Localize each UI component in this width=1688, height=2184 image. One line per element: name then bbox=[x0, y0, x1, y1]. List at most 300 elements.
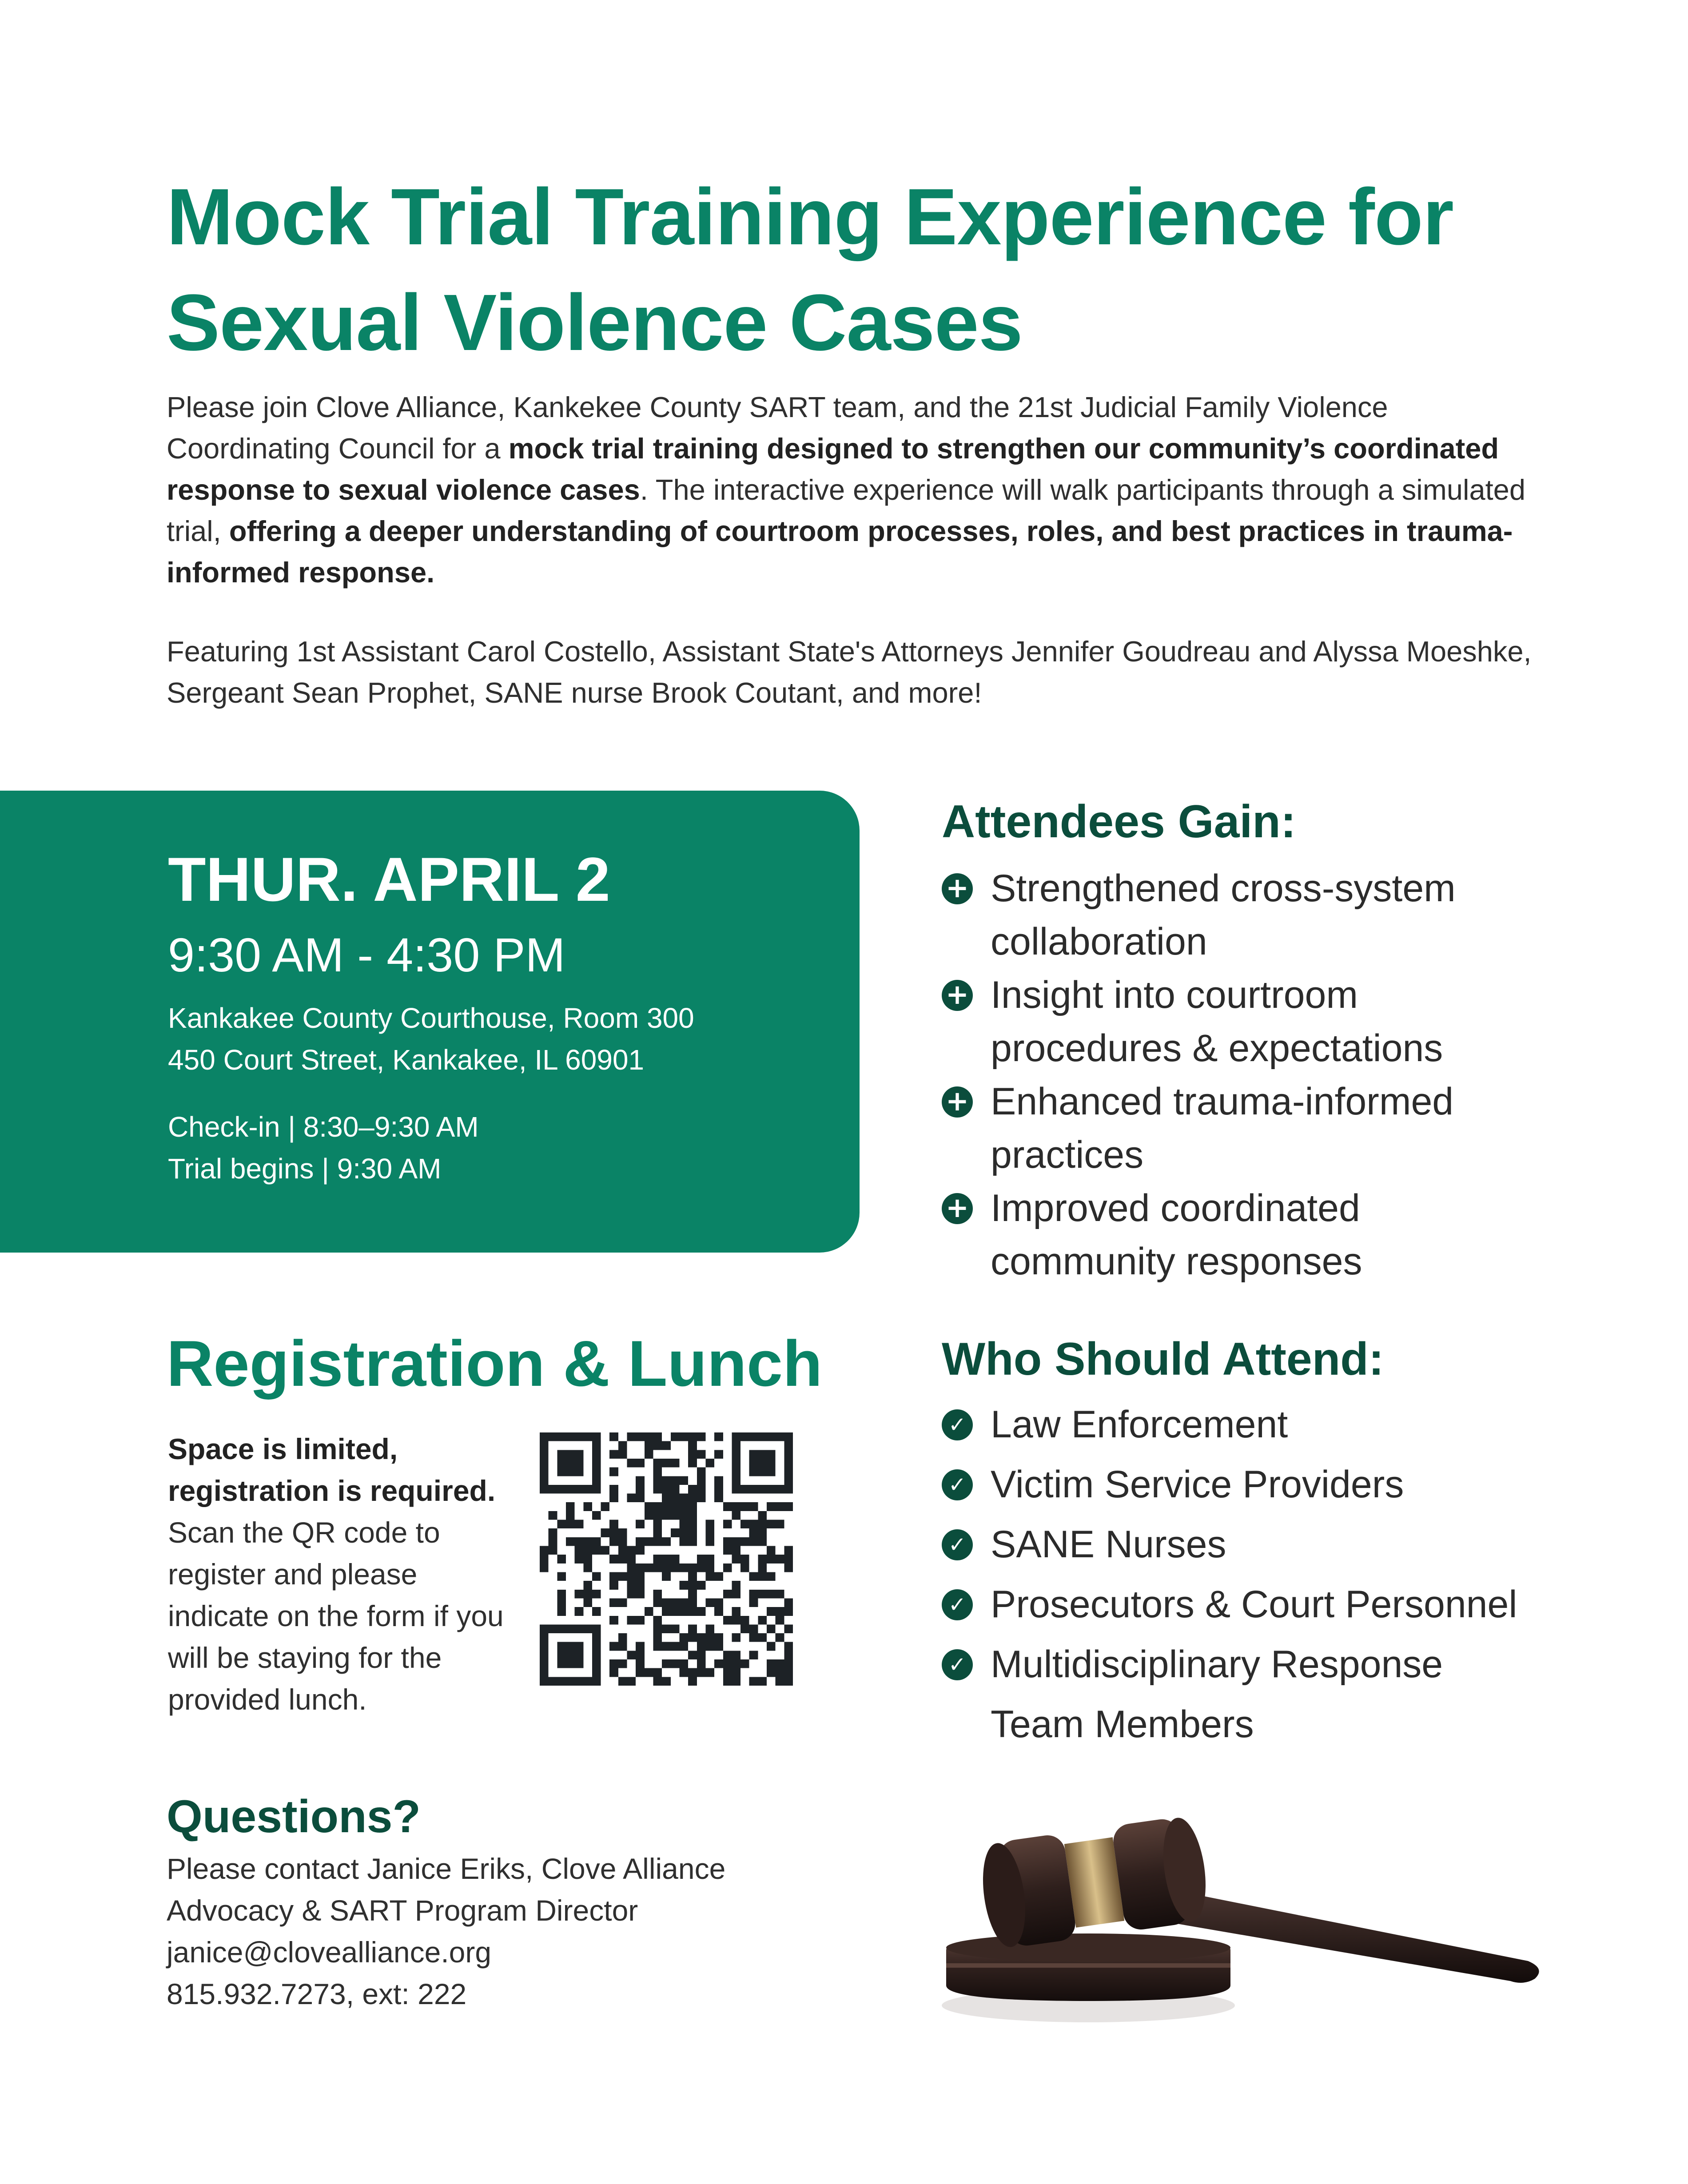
qr-module bbox=[566, 1642, 575, 1651]
qr-module bbox=[575, 1555, 584, 1563]
qr-module bbox=[671, 1528, 680, 1537]
qr-module bbox=[679, 1659, 688, 1668]
qr-module bbox=[575, 1642, 584, 1651]
qr-module bbox=[592, 1476, 601, 1485]
qr-module bbox=[749, 1633, 758, 1642]
qr-module bbox=[671, 1659, 680, 1668]
qr-module bbox=[740, 1485, 749, 1494]
qr-module bbox=[618, 1572, 627, 1581]
attendees-gain-heading: Attendees Gain: bbox=[942, 796, 1296, 847]
contact-line-1: Please contact Janice Eriks, Clove Alliance bbox=[167, 1852, 726, 1885]
qr-module bbox=[592, 1590, 601, 1599]
qr-module bbox=[662, 1476, 671, 1485]
qr-module bbox=[592, 1659, 601, 1668]
qr-module bbox=[697, 1555, 706, 1563]
qr-module bbox=[557, 1598, 566, 1607]
qr-module bbox=[645, 1511, 653, 1520]
contact-line-2: Advocacy & SART Program Director bbox=[167, 1894, 638, 1927]
qr-module bbox=[662, 1511, 671, 1520]
qr-module bbox=[688, 1432, 697, 1441]
qr-module bbox=[732, 1450, 740, 1459]
qr-module bbox=[636, 1485, 645, 1494]
qr-module bbox=[784, 1476, 793, 1485]
qr-module bbox=[749, 1459, 758, 1468]
qr-module bbox=[723, 1520, 732, 1529]
qr-module bbox=[575, 1432, 584, 1441]
qr-module bbox=[609, 1450, 618, 1459]
qr-module bbox=[697, 1668, 706, 1677]
qr-module bbox=[767, 1659, 776, 1668]
qr-module bbox=[723, 1590, 732, 1599]
qr-module bbox=[758, 1485, 767, 1494]
qr-module bbox=[636, 1668, 645, 1677]
qr-module bbox=[776, 1590, 784, 1599]
qr-module bbox=[732, 1668, 740, 1677]
qr-module bbox=[688, 1581, 697, 1590]
qr-module bbox=[705, 1624, 714, 1633]
qr-module bbox=[671, 1502, 680, 1511]
qr-module bbox=[714, 1642, 723, 1651]
qr-module bbox=[540, 1677, 549, 1686]
qr-module bbox=[697, 1494, 706, 1503]
qr-module bbox=[776, 1607, 784, 1616]
qr-module bbox=[662, 1563, 671, 1572]
qr-module bbox=[592, 1468, 601, 1476]
qr-module bbox=[636, 1572, 645, 1581]
qr-module bbox=[758, 1511, 767, 1520]
qr-module bbox=[767, 1432, 776, 1441]
qr-module bbox=[662, 1659, 671, 1668]
qr-module bbox=[688, 1441, 697, 1450]
qr-module bbox=[540, 1642, 549, 1651]
qr-module bbox=[705, 1528, 714, 1537]
qr-module bbox=[784, 1555, 793, 1563]
qr-module bbox=[653, 1563, 662, 1572]
qr-module bbox=[592, 1624, 601, 1633]
qr-module bbox=[671, 1607, 680, 1616]
qr-module bbox=[758, 1459, 767, 1468]
qr-module bbox=[566, 1459, 575, 1468]
qr-module bbox=[609, 1659, 618, 1668]
qr-module bbox=[662, 1537, 671, 1546]
qr-module bbox=[653, 1476, 662, 1485]
list-item: + Insight into courtroom procedures & expectations bbox=[942, 968, 1555, 1075]
qr-module bbox=[740, 1537, 749, 1546]
qr-module bbox=[653, 1537, 662, 1546]
qr-module bbox=[540, 1659, 549, 1668]
qr-module bbox=[688, 1598, 697, 1607]
qr-module bbox=[749, 1537, 758, 1546]
qr-module bbox=[784, 1563, 793, 1572]
qr-module bbox=[776, 1432, 784, 1441]
qr-module bbox=[688, 1607, 697, 1616]
qr-module bbox=[636, 1459, 645, 1468]
qr-module bbox=[609, 1668, 618, 1677]
qr-module bbox=[618, 1598, 627, 1607]
qr-module bbox=[540, 1546, 549, 1555]
qr-module bbox=[740, 1659, 749, 1668]
qr-module bbox=[662, 1677, 671, 1686]
qr-module bbox=[636, 1590, 645, 1599]
qr-module bbox=[723, 1677, 732, 1686]
qr-module bbox=[767, 1555, 776, 1563]
qr-module bbox=[671, 1511, 680, 1520]
qr-module bbox=[583, 1432, 592, 1441]
qr-module bbox=[732, 1651, 740, 1659]
qr-module bbox=[609, 1528, 618, 1537]
qr-module bbox=[636, 1563, 645, 1572]
qr-module bbox=[784, 1607, 793, 1616]
qr-module bbox=[662, 1441, 671, 1450]
qr-module bbox=[636, 1616, 645, 1625]
plus-circle-icon: + bbox=[942, 980, 973, 1011]
qr-module bbox=[697, 1633, 706, 1642]
qr-module bbox=[784, 1659, 793, 1668]
qr-module bbox=[592, 1432, 601, 1441]
qr-module bbox=[566, 1659, 575, 1668]
qr-module bbox=[653, 1555, 662, 1563]
qr-module bbox=[749, 1502, 758, 1511]
qr-module bbox=[723, 1659, 732, 1668]
qr-module bbox=[540, 1633, 549, 1642]
qr-module bbox=[697, 1642, 706, 1651]
qr-module bbox=[653, 1668, 662, 1677]
qr-module bbox=[549, 1677, 557, 1686]
qr-module bbox=[688, 1520, 697, 1529]
registration-required: registration is required. bbox=[168, 1474, 496, 1507]
qr-module bbox=[583, 1555, 592, 1563]
qr-module bbox=[776, 1616, 784, 1625]
qr-module bbox=[636, 1581, 645, 1590]
event-location bbox=[168, 997, 694, 1081]
qr-module bbox=[592, 1511, 601, 1520]
qr-module bbox=[749, 1598, 758, 1607]
qr-module bbox=[688, 1511, 697, 1520]
intro-paragraph: Please join Clove Alliance, Kankekee County SART team, and the 21st Judicial Family Violence Coordinating Council for a mock trial training designed to strengthen our community’s coordinated response to sexual violence cases. The interactive experience will walk participants through a simulated trial, offering a deeper understanding of courtroom processes, roles, and best practices in trauma-informed response. bbox=[167, 391, 1525, 589]
qr-module bbox=[749, 1572, 758, 1581]
qr-module bbox=[705, 1555, 714, 1563]
qr-module bbox=[784, 1485, 793, 1494]
qr-module bbox=[618, 1528, 627, 1537]
qr-module bbox=[679, 1642, 688, 1651]
qr-module bbox=[557, 1642, 566, 1651]
page-title: Mock Trial Training Experience for Sexual Violence Cases bbox=[167, 172, 1453, 367]
qr-module bbox=[732, 1659, 740, 1668]
qr-module bbox=[784, 1459, 793, 1468]
qr-module bbox=[705, 1642, 714, 1651]
qr-module bbox=[662, 1494, 671, 1503]
qr-module bbox=[671, 1642, 680, 1651]
qr-module bbox=[705, 1537, 714, 1546]
qr-module bbox=[627, 1572, 636, 1581]
qr-module bbox=[653, 1633, 662, 1642]
qr-module bbox=[549, 1624, 557, 1633]
event-time: 9:30 AM - 4:30 PM bbox=[168, 928, 565, 982]
qr-module bbox=[566, 1432, 575, 1441]
qr-module bbox=[679, 1511, 688, 1520]
qr-module bbox=[575, 1537, 584, 1546]
qr-module bbox=[627, 1546, 636, 1555]
plus-circle-icon: + bbox=[942, 1193, 973, 1224]
qr-module bbox=[575, 1607, 584, 1616]
attendees-gain-list bbox=[942, 862, 1555, 1288]
qr-module bbox=[540, 1485, 549, 1494]
qr-module bbox=[758, 1450, 767, 1459]
qr-module bbox=[592, 1537, 601, 1546]
qr-module bbox=[679, 1563, 688, 1572]
qr-module bbox=[636, 1651, 645, 1659]
contact-phone[interactable]: 815.932.7273, ext: 222 bbox=[167, 1977, 467, 2010]
qr-module bbox=[653, 1642, 662, 1651]
qr-module bbox=[767, 1590, 776, 1599]
qr-module bbox=[575, 1624, 584, 1633]
qr-module bbox=[575, 1590, 584, 1599]
qr-module bbox=[609, 1642, 618, 1651]
qr-module bbox=[776, 1520, 784, 1529]
qr-module bbox=[662, 1642, 671, 1651]
qr-module bbox=[557, 1459, 566, 1468]
qr-module bbox=[732, 1633, 740, 1642]
qr-module bbox=[679, 1581, 688, 1590]
qr-module bbox=[732, 1555, 740, 1563]
plus-circle-icon: + bbox=[942, 1086, 973, 1118]
qr-module bbox=[618, 1555, 627, 1563]
qr-module bbox=[679, 1502, 688, 1511]
qr-module bbox=[688, 1494, 697, 1503]
qr-module bbox=[767, 1546, 776, 1555]
qr-module bbox=[679, 1633, 688, 1642]
who-should-attend-list bbox=[942, 1395, 1608, 1754]
qr-module bbox=[566, 1450, 575, 1459]
qr-module bbox=[566, 1677, 575, 1686]
qr-module bbox=[618, 1677, 627, 1686]
qr-module bbox=[723, 1537, 732, 1546]
qr-module bbox=[714, 1432, 723, 1441]
qr-module bbox=[688, 1502, 697, 1511]
qr-module bbox=[557, 1590, 566, 1599]
qr-module bbox=[784, 1651, 793, 1659]
qr-module bbox=[592, 1546, 601, 1555]
qr-module bbox=[636, 1546, 645, 1555]
qr-module bbox=[688, 1633, 697, 1642]
qr-module bbox=[653, 1616, 662, 1625]
qr-module bbox=[592, 1668, 601, 1677]
qr-module bbox=[688, 1537, 697, 1546]
qr-module bbox=[671, 1563, 680, 1572]
qr-module bbox=[618, 1633, 627, 1642]
qr-module bbox=[653, 1677, 662, 1686]
qr-module bbox=[688, 1677, 697, 1686]
qr-module bbox=[714, 1572, 723, 1581]
qr-module bbox=[688, 1450, 697, 1459]
qr-module bbox=[566, 1624, 575, 1633]
qr-module bbox=[592, 1459, 601, 1468]
qr-module bbox=[583, 1624, 592, 1633]
qr-module bbox=[784, 1668, 793, 1677]
qr-module bbox=[557, 1468, 566, 1476]
qr-module bbox=[688, 1651, 697, 1659]
qr-module bbox=[627, 1432, 636, 1441]
qr-module bbox=[609, 1581, 618, 1590]
qr-module bbox=[618, 1546, 627, 1555]
qr-module bbox=[714, 1607, 723, 1616]
qr-module bbox=[609, 1485, 618, 1494]
qr-module bbox=[758, 1563, 767, 1572]
qr-module bbox=[758, 1468, 767, 1476]
plus-circle-icon: + bbox=[942, 873, 973, 904]
qr-module bbox=[653, 1590, 662, 1599]
qr-module bbox=[776, 1633, 784, 1642]
qr-module bbox=[557, 1555, 566, 1563]
qr-module bbox=[784, 1432, 793, 1441]
qr-module bbox=[758, 1555, 767, 1563]
qr-module bbox=[627, 1581, 636, 1590]
qr-module bbox=[749, 1590, 758, 1599]
qr-module bbox=[592, 1485, 601, 1494]
qr-module bbox=[784, 1677, 793, 1686]
qr-module bbox=[767, 1607, 776, 1616]
qr-module bbox=[557, 1572, 566, 1581]
qr-module bbox=[776, 1555, 784, 1563]
list-item: ✓ Victim Service Providers bbox=[942, 1455, 1608, 1515]
qr-module bbox=[767, 1468, 776, 1476]
qr-module bbox=[767, 1450, 776, 1459]
qr-module bbox=[740, 1624, 749, 1633]
qr-module bbox=[627, 1616, 636, 1625]
qr-module bbox=[679, 1494, 688, 1503]
check-circle-icon: ✓ bbox=[942, 1469, 973, 1500]
qr-module bbox=[645, 1441, 653, 1450]
qr-module bbox=[549, 1485, 557, 1494]
qr-module bbox=[784, 1441, 793, 1450]
qr-module bbox=[601, 1528, 610, 1537]
check-circle-icon: ✓ bbox=[942, 1649, 973, 1680]
qr-module bbox=[723, 1546, 732, 1555]
qr-module bbox=[601, 1546, 610, 1555]
qr-module bbox=[645, 1450, 653, 1459]
qr-module bbox=[653, 1502, 662, 1511]
qr-module bbox=[749, 1450, 758, 1459]
qr-module bbox=[583, 1502, 592, 1511]
qr-module bbox=[557, 1485, 566, 1494]
qr-module bbox=[723, 1616, 732, 1625]
qr-module bbox=[679, 1476, 688, 1485]
qr-module bbox=[575, 1546, 584, 1555]
checkin-time: Check-in | 8:30–9:30 AM bbox=[168, 1111, 479, 1143]
qr-module bbox=[549, 1511, 557, 1520]
qr-module bbox=[705, 1563, 714, 1572]
qr-module bbox=[758, 1432, 767, 1441]
registration-instructions: Scan the QR code to register and please indicate on the form if you will be staying for the provided lunch. bbox=[168, 1516, 504, 1716]
qr-module bbox=[653, 1441, 662, 1450]
qr-module bbox=[540, 1624, 549, 1633]
qr-module bbox=[767, 1485, 776, 1494]
qr-module bbox=[732, 1459, 740, 1468]
qr-module bbox=[583, 1581, 592, 1590]
registration-heading: Registration & Lunch bbox=[167, 1327, 823, 1400]
qr-module bbox=[688, 1624, 697, 1633]
qr-module bbox=[758, 1520, 767, 1529]
qr-module bbox=[636, 1659, 645, 1668]
qr-module bbox=[549, 1537, 557, 1546]
qr-module bbox=[592, 1642, 601, 1651]
featuring-paragraph: Featuring 1st Assistant Carol Costello, Assistant State's Attorneys Jennifer Goudreau and Alyssa Moeshke, Sergeant Sean Prophet, SANE nurse Brook Coutant, and more! bbox=[167, 635, 1532, 709]
qr-module bbox=[723, 1563, 732, 1572]
qr-module bbox=[618, 1450, 627, 1459]
qr-module bbox=[732, 1616, 740, 1625]
qr-module bbox=[583, 1590, 592, 1599]
qr-module bbox=[697, 1450, 706, 1459]
qr-module bbox=[723, 1668, 732, 1677]
check-circle-icon: ✓ bbox=[942, 1409, 973, 1440]
qr-module bbox=[723, 1651, 732, 1659]
qr-module bbox=[645, 1563, 653, 1572]
qr-module bbox=[583, 1485, 592, 1494]
qr-module bbox=[767, 1624, 776, 1633]
qr-module bbox=[679, 1668, 688, 1677]
qr-module bbox=[662, 1607, 671, 1616]
qr-module bbox=[749, 1651, 758, 1659]
qr-module bbox=[758, 1572, 767, 1581]
qr-module bbox=[776, 1659, 784, 1668]
qr-module bbox=[609, 1468, 618, 1476]
qr-module bbox=[653, 1468, 662, 1476]
qr-module bbox=[679, 1537, 688, 1546]
qr-module bbox=[575, 1651, 584, 1659]
contact-email[interactable]: janice@clovealliance.org bbox=[167, 1936, 492, 1969]
qr-module bbox=[697, 1659, 706, 1668]
qr-module bbox=[592, 1450, 601, 1459]
qr-module bbox=[566, 1511, 575, 1520]
qr-module bbox=[557, 1651, 566, 1659]
qr-module bbox=[645, 1502, 653, 1511]
qr-module bbox=[671, 1624, 680, 1633]
qr-module bbox=[784, 1598, 793, 1607]
qr-module bbox=[575, 1450, 584, 1459]
trial-begins-time: Trial begins | 9:30 AM bbox=[168, 1153, 442, 1185]
qr-module bbox=[697, 1485, 706, 1494]
qr-module bbox=[566, 1520, 575, 1529]
qr-module bbox=[540, 1563, 549, 1572]
qr-module bbox=[705, 1598, 714, 1607]
check-circle-icon: ✓ bbox=[942, 1529, 973, 1560]
qr-module bbox=[740, 1563, 749, 1572]
qr-module bbox=[627, 1555, 636, 1563]
qr-module bbox=[627, 1651, 636, 1659]
qr-module bbox=[618, 1441, 627, 1450]
qr-module bbox=[705, 1520, 714, 1529]
contact-info bbox=[167, 1848, 833, 2015]
qr-module bbox=[784, 1546, 793, 1555]
qr-module bbox=[618, 1659, 627, 1668]
qr-module bbox=[583, 1537, 592, 1546]
qr-module bbox=[679, 1432, 688, 1441]
registration-qr-code[interactable] bbox=[540, 1432, 793, 1686]
list-item: ✓ SANE Nurses bbox=[942, 1515, 1608, 1575]
qr-module bbox=[671, 1432, 680, 1441]
qr-module bbox=[767, 1520, 776, 1529]
qr-module bbox=[732, 1502, 740, 1511]
qr-module bbox=[627, 1563, 636, 1572]
qr-module bbox=[540, 1450, 549, 1459]
qr-module bbox=[645, 1432, 653, 1441]
qr-module bbox=[557, 1607, 566, 1616]
qr-module bbox=[645, 1537, 653, 1546]
qr-module bbox=[645, 1607, 653, 1616]
qr-module bbox=[749, 1624, 758, 1633]
qr-module bbox=[653, 1528, 662, 1537]
list-item: ✓ Prosecutors & Court Personnel bbox=[942, 1575, 1608, 1635]
